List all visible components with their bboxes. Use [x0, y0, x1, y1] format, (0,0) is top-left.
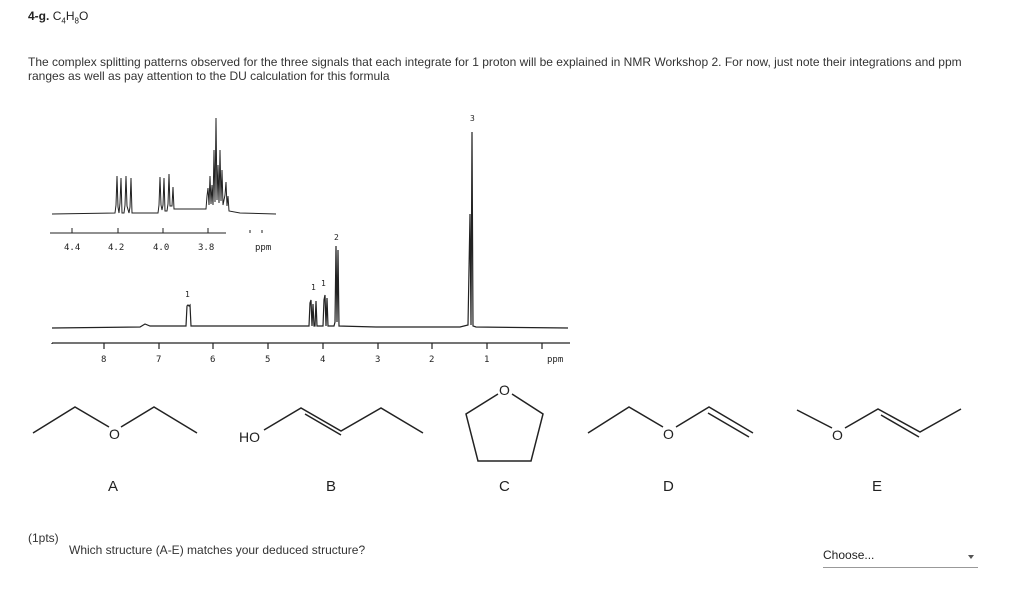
label-d: D: [663, 478, 674, 495]
structure-e: [797, 409, 961, 437]
integration-ch2: 2: [334, 233, 339, 242]
inset-tick-38: 3.8: [198, 243, 215, 253]
inset-axis-labels: [64, 243, 271, 253]
answer-select[interactable]: [823, 545, 978, 568]
label-e: E: [872, 478, 883, 495]
main-axis-labels: [101, 355, 563, 365]
label-b: B: [326, 478, 337, 495]
tick-7: 7: [156, 355, 162, 365]
points-label: (1pts): [28, 531, 59, 545]
integration-vinyl: 1: [185, 290, 190, 299]
formula: $C_4H_8O$: [52, 9, 89, 26]
inset-spectrum: [50, 118, 276, 233]
tick-4: 4: [320, 355, 326, 365]
tick-1: 1: [484, 355, 490, 365]
tick-8: 8: [101, 355, 107, 365]
hydroxyl-b: HO: [239, 429, 260, 445]
tick-2: 2: [429, 355, 435, 365]
oxygen-a: O: [109, 426, 120, 442]
tick-6: 6: [210, 355, 216, 365]
question-prompt: Which structure (A-E) matches your deduced structure?: [69, 543, 366, 557]
inset-tick-ppm: ppm: [255, 243, 272, 253]
main-spectrum: [52, 132, 570, 349]
structure-c: [466, 394, 543, 461]
oxygen-e: O: [832, 427, 843, 443]
integration-a: 1: [311, 283, 316, 292]
inset-tick-44: 4.4: [64, 243, 81, 253]
tick-5: 5: [265, 355, 271, 365]
inset-tick-42: 4.2: [108, 243, 125, 253]
tick-ppm: ppm: [547, 355, 564, 365]
label-a: A: [108, 478, 119, 495]
integration-ch3: 3: [470, 114, 475, 123]
inset-tick-40: 4.0: [153, 243, 170, 253]
label-c: C: [499, 478, 510, 495]
question-intro: The complex splitting patterns observed for the three signals that each integrate for 1 proton will be explained in NMR Workshop 2. For now, just note their integrations and ppm ranges as well as pay attention to the DU calculation for this formula: [28, 55, 962, 83]
question-number: 4-g.: [28, 9, 50, 23]
oxygen-d: O: [663, 426, 674, 442]
oxygen-c: O: [499, 382, 510, 398]
tick-3: 3: [375, 355, 381, 365]
structure-b: [264, 408, 423, 435]
integration-b: 1: [321, 279, 326, 288]
caret-down-icon: [968, 555, 974, 559]
answer-select-value: Choose...: [823, 548, 875, 562]
